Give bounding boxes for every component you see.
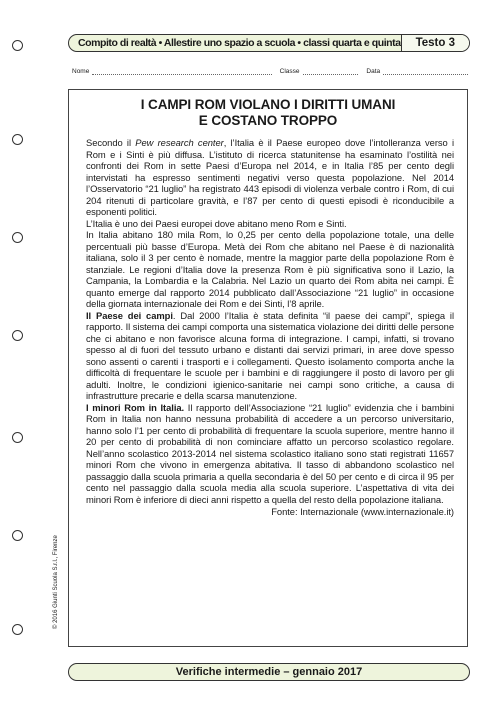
document-title: [68, 97, 468, 129]
title-line-2: E COSTANO TROPPO: [198, 113, 338, 128]
test-number-label: Testo 3: [401, 35, 469, 51]
name-label: Nome: [72, 68, 90, 75]
header-banner: [68, 34, 470, 52]
header-title: Compito di realtà • Allestire uno spazio a scuola • classi quarta e quinta: [78, 37, 401, 49]
binder-hole: [12, 232, 23, 243]
class-field[interactable]: [303, 68, 359, 75]
paragraph-2: L’Italia è uno dei Paesi europei dove abitano meno Rom e Sinti.: [86, 217, 347, 229]
date-label: Data: [366, 68, 381, 75]
title-line-1: I CAMPI ROM VIOLANO I DIRITTI UMANI: [140, 97, 396, 112]
binder-hole: [12, 624, 23, 635]
paragraph-4-text: . Dal 2000 l’Italia è stata definita “il paese dei campi”, spiega il rapporto. Il sistema dei campi comporta una sistematica violazione dei diritti delle persone che ci abitano e non favorisce alcuna forma di integrazione. I campi, infatti, si trovano spesso al di fuori del tessuto urbano e distanti dai servizi primari, in aree dove spesso sono assenti o carenti i trasporti e i collegamenti. Questo isolamento comporta anche la difficoltà di frequentare le scuole per i bambini e di raggiungere il posto di lavoro per gli adulti. Inoltre, le condizioni igienico-sanitarie nei campi sono critiche, a causa di infrastrutture precarie e della scarsa manutenzione.: [86, 309, 454, 402]
binder-hole: [12, 530, 23, 541]
student-fields: [72, 68, 468, 75]
article-body: [86, 137, 454, 517]
paragraph-5-text: Il rapporto dell’Associazione “21 luglio” evidenzia che i bambini Rom in Italia non hanno nessuna probabilità di accedere a un percorso universitario, hanno solo l’1 per cento di probabilità di frequentare la scuola superiore, mentre hanno il 20 per cento di probabilità di non cominciare affatto un percorso scolastico regolare. Nell’anno scolastico 2013-2014 nel sistema scolastico italiano sono stati registrati 11657 minori Rom che vivono in emergenza abitativa. Il tasso di abbandono scolastico nel passaggio dalla scuola primaria a quella secondaria è del 50 per cento e di circa il 95 per cento nel passaggio dalla scuola media alla scuola superiore. L’aspettativa di vita dei minori Rom è inferiore di dieci anni rispetto a quella del resto della popolazione italiana.: [86, 401, 454, 505]
paragraph-4: [86, 310, 454, 402]
source-credit: Fonte: Internazionale (www.internazionale.it): [271, 505, 454, 517]
paragraph-4-heading: Il Paese dei campi: [86, 309, 173, 321]
binder-hole: [12, 330, 23, 341]
binder-hole: [12, 40, 23, 51]
paragraph-1-rest: , l’Italia è il Paese europeo dove l’intolleranza verso i Rom e i Sinti è più diffusa. L’istituto di ricerca statunitense ha esaminato l’ostilità nei confronti dei Rom in sette Paesi d’Europa nel 2014, e in Italia l’85 per cento degli intervistati ha espresso sentimenti negativi verso questa popolazione. Nel 2014 l’Osservatorio “21 luglio” ha registrato 443 episodi di violenza verbale contro i Rom, di cui 204 ritenuti di particolare gravità, e l’87 per cento di questi episodi è riconducibile a esponenti politici.: [86, 137, 454, 218]
paragraph-5: [86, 402, 454, 506]
name-field[interactable]: [92, 68, 271, 75]
paragraph-1-source-name: Pew research center: [135, 137, 224, 148]
binder-hole: [12, 134, 23, 145]
binder-holes: [12, 0, 32, 708]
paragraph-3: In Italia abitano 180 mila Rom, lo 0,25 per cento della popolazione totale, una delle percentuali più basse d’Europa. Metà dei Rom che abitano nel Paese è di nazionalità italiana, solo il 3 per cento è nomade, mentre la maggior parte della popolazione Rom è stanziale. Le regioni d’Italia dove la presenza Rom è più significativa sono il Lazio, la Campania, la Lombardia e la Calabria. Nel Lazio un quarto dei Rom abita nei campi. È quanto emerge dal rapporto 2014 pubblicato dall’Associazione “21 luglio” in occasione della giornata internazionale dei Rom e dei Sinti, l’8 aprile.: [86, 229, 454, 310]
paragraph-1: [86, 137, 454, 218]
footer-banner: Verifiche intermedie – gennaio 2017: [68, 663, 470, 681]
binder-hole: [12, 432, 23, 443]
paragraph-1-start: Secondo il: [86, 137, 136, 148]
date-field[interactable]: [383, 68, 468, 75]
paragraph-5-heading: I minori Rom in Italia.: [86, 401, 185, 413]
copyright-notice: © 2016 Giunti Scuola S.r.l., Firenze: [53, 535, 59, 629]
class-label: Classe: [279, 68, 300, 75]
